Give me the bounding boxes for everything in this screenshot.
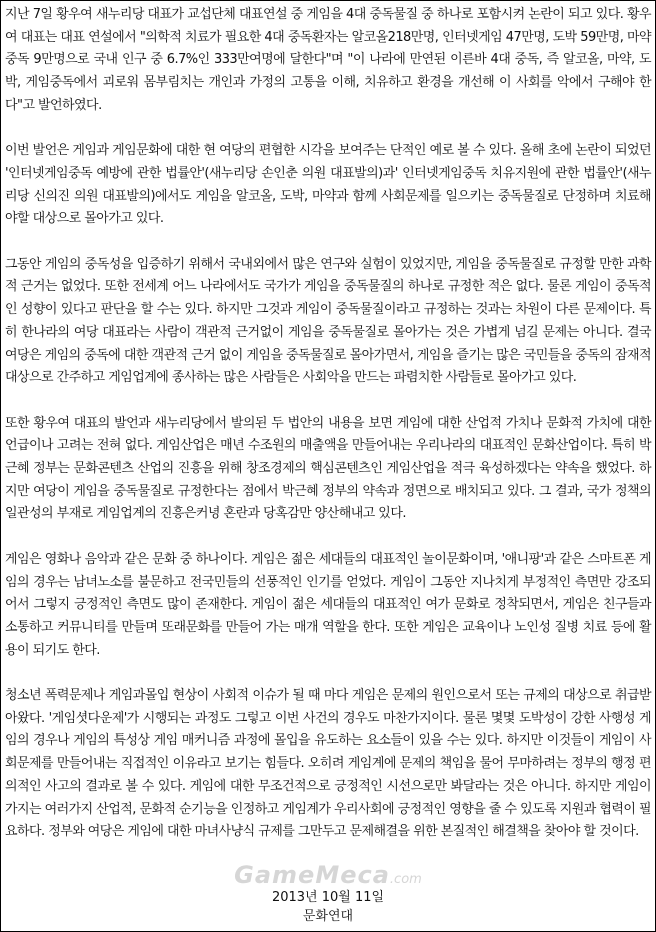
- article-paragraph: 그동안 게임의 중독성을 입증하기 위해서 국내외에서 많은 연구와 실험이 있었지만, 게임을 중독물질로 규정할 만한 과학적 근거는 없었다. 또한 전세계 어느 나라에서도 국가가 게임을 중독물질의 하나로 규정한 적은 없다. 물론 게임이 중독적인 성향이 있다고 판단을 할 수는 있다. 하지만 그것과 게임이 중독물질이라고 규정하는 것과는 차원이 다른 문제이다. 특히 한나라의 여당 대표라는 사람이 객관적 근거없이 게임을 중독물질로 몰아가는 것은 가볍게 넘길 문제는 아니다. 결국 여당은 게임의 중독에 대한 객관적 근거 없이 게임을 중독물질로 몰아가면서, 게임을 즐기는 많은 국민들을 중독의 잠재적 대상으로 간주하고 게임업계에 종사하는 많은 사람들은 사회악을 만드는 파렴치한 사람들로 몰아가고 있다.: [5, 256, 651, 386]
- article-paragraph: 이번 발언은 게임과 게임문화에 대한 현 여당의 편협한 시각을 보여주는 단적인 예로 볼 수 있다. 올해 초에 논란이 되었던 '인터넷게임중독 예방에 관한 법률안'(새누리당 손인춘 의원 대표발의)과' 인터넷게임중독 치유지원에 관한 법률안'(새누리당 신의진 의원 대표발의)에서도 게임을 알코올, 도박, 마약과 함께 사회문제를 일으키는 중독물질로 단정하며 치료해야할 대상으로 몰아가고 있다.: [5, 143, 651, 227]
- article-paragraph: 청소년 폭력문제나 게임과몰입 현상이 사회적 이슈가 될 때 마다 게임은 문제의 원인으로서 또는 규제의 대상으로 취급받아왔다. '게임셧다운제'가 시행되는 과정도 그렇고 이번 사건의 경우도 마찬가지이다. 물론 몇몇 도박성이 강한 사행성 게임의 경우나 게임의 특성상 게임 매커니즘 과정에 몰입을 유도하는 요소들이 있을 수는 있다. 하지만 이것들이 게임이 사회문제를 만들어내는 직접적인 이유라고 보기는 힘들다. 오히려 게임계에 문제의 책임을 물어 무마하려는 정부의 행정 편의적인 사고의 결과로 볼 수 있다. 게임에 대한 무조건적으로 긍정적인 시선으로만 봐달라는 것은 아니다. 하지만 게임이 가지는 여러가지 산업적, 문화적 순기능을 인정하고 게임계가 우리사회에 긍정적인 영향을 줄 수 있도록 지원과 협력이 필요하다. 정부와 여당은 게임에 대한 마녀사냥식 규제를 그만두고 문제해결을 위한 본질적인 해결책을 찾아야 할 것이다.: [5, 688, 651, 840]
- article-paragraph: 게임은 영화나 음악과 같은 문화 중 하나이다. 게임은 젊은 세대들의 대표적인 놀이문화이며, '애니팡'과 같은 스마트폰 게임의 경우는 남녀노소를 불문하고 전국민들의 선풍적인 인기를 얻었다. 게임이 그동안 지나치게 부정적인 측면만 강조되어서 그렇지 긍정적인 측면도 많이 존재한다. 게임이 젊은 세대들의 대표적인 여가 문화로 정착되면서, 게임은 친구들과 소통하고 커뮤니티를 만들며 또래문화를 만들어 가는 매개 역할을 한다. 또한 게임은 교육이나 노인성 질병 치료 등에 활용이 되기도 한다.: [5, 551, 651, 658]
- statement-organization: 문화연대: [302, 909, 354, 924]
- article-paragraph: 지난 7일 황우여 새누리당 대표가 교섭단체 대표연설 중 게임을 4대 중독물질 중 하나로 포함시켜 논란이 되고 있다. 황우여 대표는 대표 연설에서 "의학적 치료가 필요한 4대 중독환자는 알코올218만명, 인터넷게임 47만명, 도박 59만명, 마약 중독 9만명으로 국내 인구 중 6.7%인 333만여명에 달한다"며 "이 나라에 만연된 이른바 4대 중독, 즉 알코올, 마약, 도박, 게임중독에서 괴로워 몸부림치는 개인과 가정의 고통을 이해, 치유하고 환경을 개선해 이 사회를 악에서 구해야 한다"고 발언하였다.: [5, 7, 651, 113]
- watermark-brand: GameMeca: [234, 861, 390, 889]
- statement-date: 2013년 10월 11일: [271, 890, 385, 905]
- article-paragraph: 또한 황우여 대표의 발언과 새누리당에서 발의된 두 법안의 내용을 보면 게임에 대한 산업적 가치나 문화적 가치에 대한 언급이나 고려는 전혀 없다. 게임산업은 매년 수조원의 매출액을 만들어내는 우리나라의 대표적인 문화산업이다. 특히 박근혜 정부는 문화콘텐츠 산업의 진흥을 위해 창조경제의 핵심콘텐츠인 게임산업을 적극 육성하겠다는 약속을 했었다. 하지만 여당이 게임을 중독물질로 규정한다는 점에서 박근혜 정부의 약속과 정면으로 배치되고 있다. 그 결과, 국가 정책의 일관성의 부재로 게임업계의 진흥은커녕 혼란과 당혹감만 양산해내고 있다.: [5, 415, 651, 522]
- article-body: [5, 4, 651, 867]
- gamemeca-watermark-logo: [222, 862, 434, 888]
- watermark-suffix: .com: [389, 872, 422, 887]
